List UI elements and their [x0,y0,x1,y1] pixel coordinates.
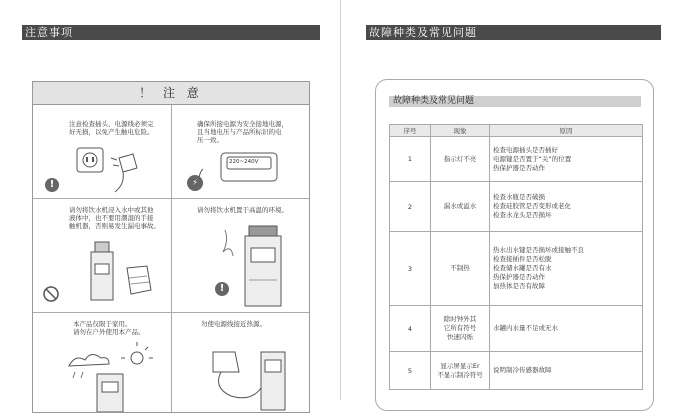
row-reasons [490,352,643,390]
table-row [390,137,643,182]
row-reasons [490,306,643,352]
plug-icon: ⚡ [187,175,203,191]
notice-cell-plug [33,105,171,198]
notice-title: ！ 注 意 [33,82,309,105]
notice-text-cord: 勿使电源线接近热源。 [201,320,266,328]
notice-text-voltage: 确保所接电源为安全接地电源， 且当地电压与产品所标识的电 压一致。 [197,120,288,144]
reason-line: 检查接插件是否松脱 [493,255,552,263]
reason-line: 电源键是否置于“关”的位置 [493,154,572,163]
warning-icon: ! [45,178,59,192]
row-number: 3 [390,232,431,306]
notice-grid [33,105,309,412]
voltage-label-illustration [191,147,301,192]
row-number: 4 [390,306,431,352]
column-header-phenomenon: 现象 [431,125,490,137]
fault-section-header: 故障种类及常见问题 [366,25,661,40]
cord-heat-illustration [191,338,301,412]
row-phenomenon: 指示灯不亮 [431,137,490,182]
reason-line: 检查储水罐是否有水 [493,264,552,272]
page-divider [340,0,341,400]
notice-text-water: 请勿将饮水机浸入水中或其他 液体中，也不要用潮湿的手接 触机器，否则易发生漏电事故。 [69,206,160,230]
table-row [390,182,643,232]
reason-line: 水罐内水量不足或无水 [493,324,558,332]
notice-cell-water [33,198,171,312]
row-phenomenon: 显示屏显示Er 不显示制冷符号 [431,352,490,390]
fault-table [389,124,643,390]
row-number: 2 [390,182,431,232]
outdoor-sun-rain-illustration [63,340,163,412]
reason-line: 加热体是否有故障 [493,282,545,290]
voltage-label: 220~240V [229,159,259,165]
table-row [390,306,643,352]
prohibited-icon [43,286,59,302]
notice-box [32,81,310,413]
reason-line: 检查电源插头是否插好 [493,145,558,154]
row-number: 1 [390,137,431,182]
reason-line: 热水出水键是否损坏或接触不良 [493,246,584,254]
fault-panel [375,79,654,411]
notice-cell-heat [171,198,309,312]
column-header-no: 序号 [390,125,431,137]
table-header-row [390,125,643,137]
reason-line: 检查水龙头是否损坏 [493,211,552,219]
table-row [390,352,643,390]
notice-cell-cord [171,312,309,412]
notice-cell-voltage [171,105,309,198]
row-reasons [490,232,643,306]
notice-cell-outdoor [33,312,171,412]
notice-text-heat: 请勿将饮水机置于高温的环境。 [197,206,288,214]
row-phenomenon: 漏水或溢水 [431,182,490,232]
dispenser-water-illustration [81,238,166,308]
reason-line: 热保护器是否动作 [493,163,545,172]
notice-text-plug: 注意检查插头、电源线必须完 好无损，以免产生触电危险。 [69,120,154,136]
row-number: 5 [390,352,431,390]
notice-section-header: 注意事项 [22,25,320,40]
socket-plug-illustration [73,138,153,194]
reason-line: 检查硅胶管是否变形或老化 [493,202,571,210]
column-header-reason: 原因 [490,125,643,137]
row-phenomenon: 除时钟外其 它所有符号 快速闪烁 [431,306,490,352]
notice-text-outdoor: 本产品仅限于家用。 请勿在户外使用本产品。 [73,320,145,336]
row-reasons [490,182,643,232]
row-phenomenon: 不制热 [431,232,490,306]
reason-line: 检查水瓶是否破损 [493,193,545,201]
fault-table-title: 故障种类及常见问题 [389,96,641,107]
table-row [390,232,643,306]
dispenser-heat-illustration [215,220,295,310]
row-reasons [490,137,643,182]
warning-icon: ! [215,282,229,296]
reason-line: 热保护器是否动作 [493,273,545,281]
reason-line: 说明制冷传感器故障 [493,366,552,374]
